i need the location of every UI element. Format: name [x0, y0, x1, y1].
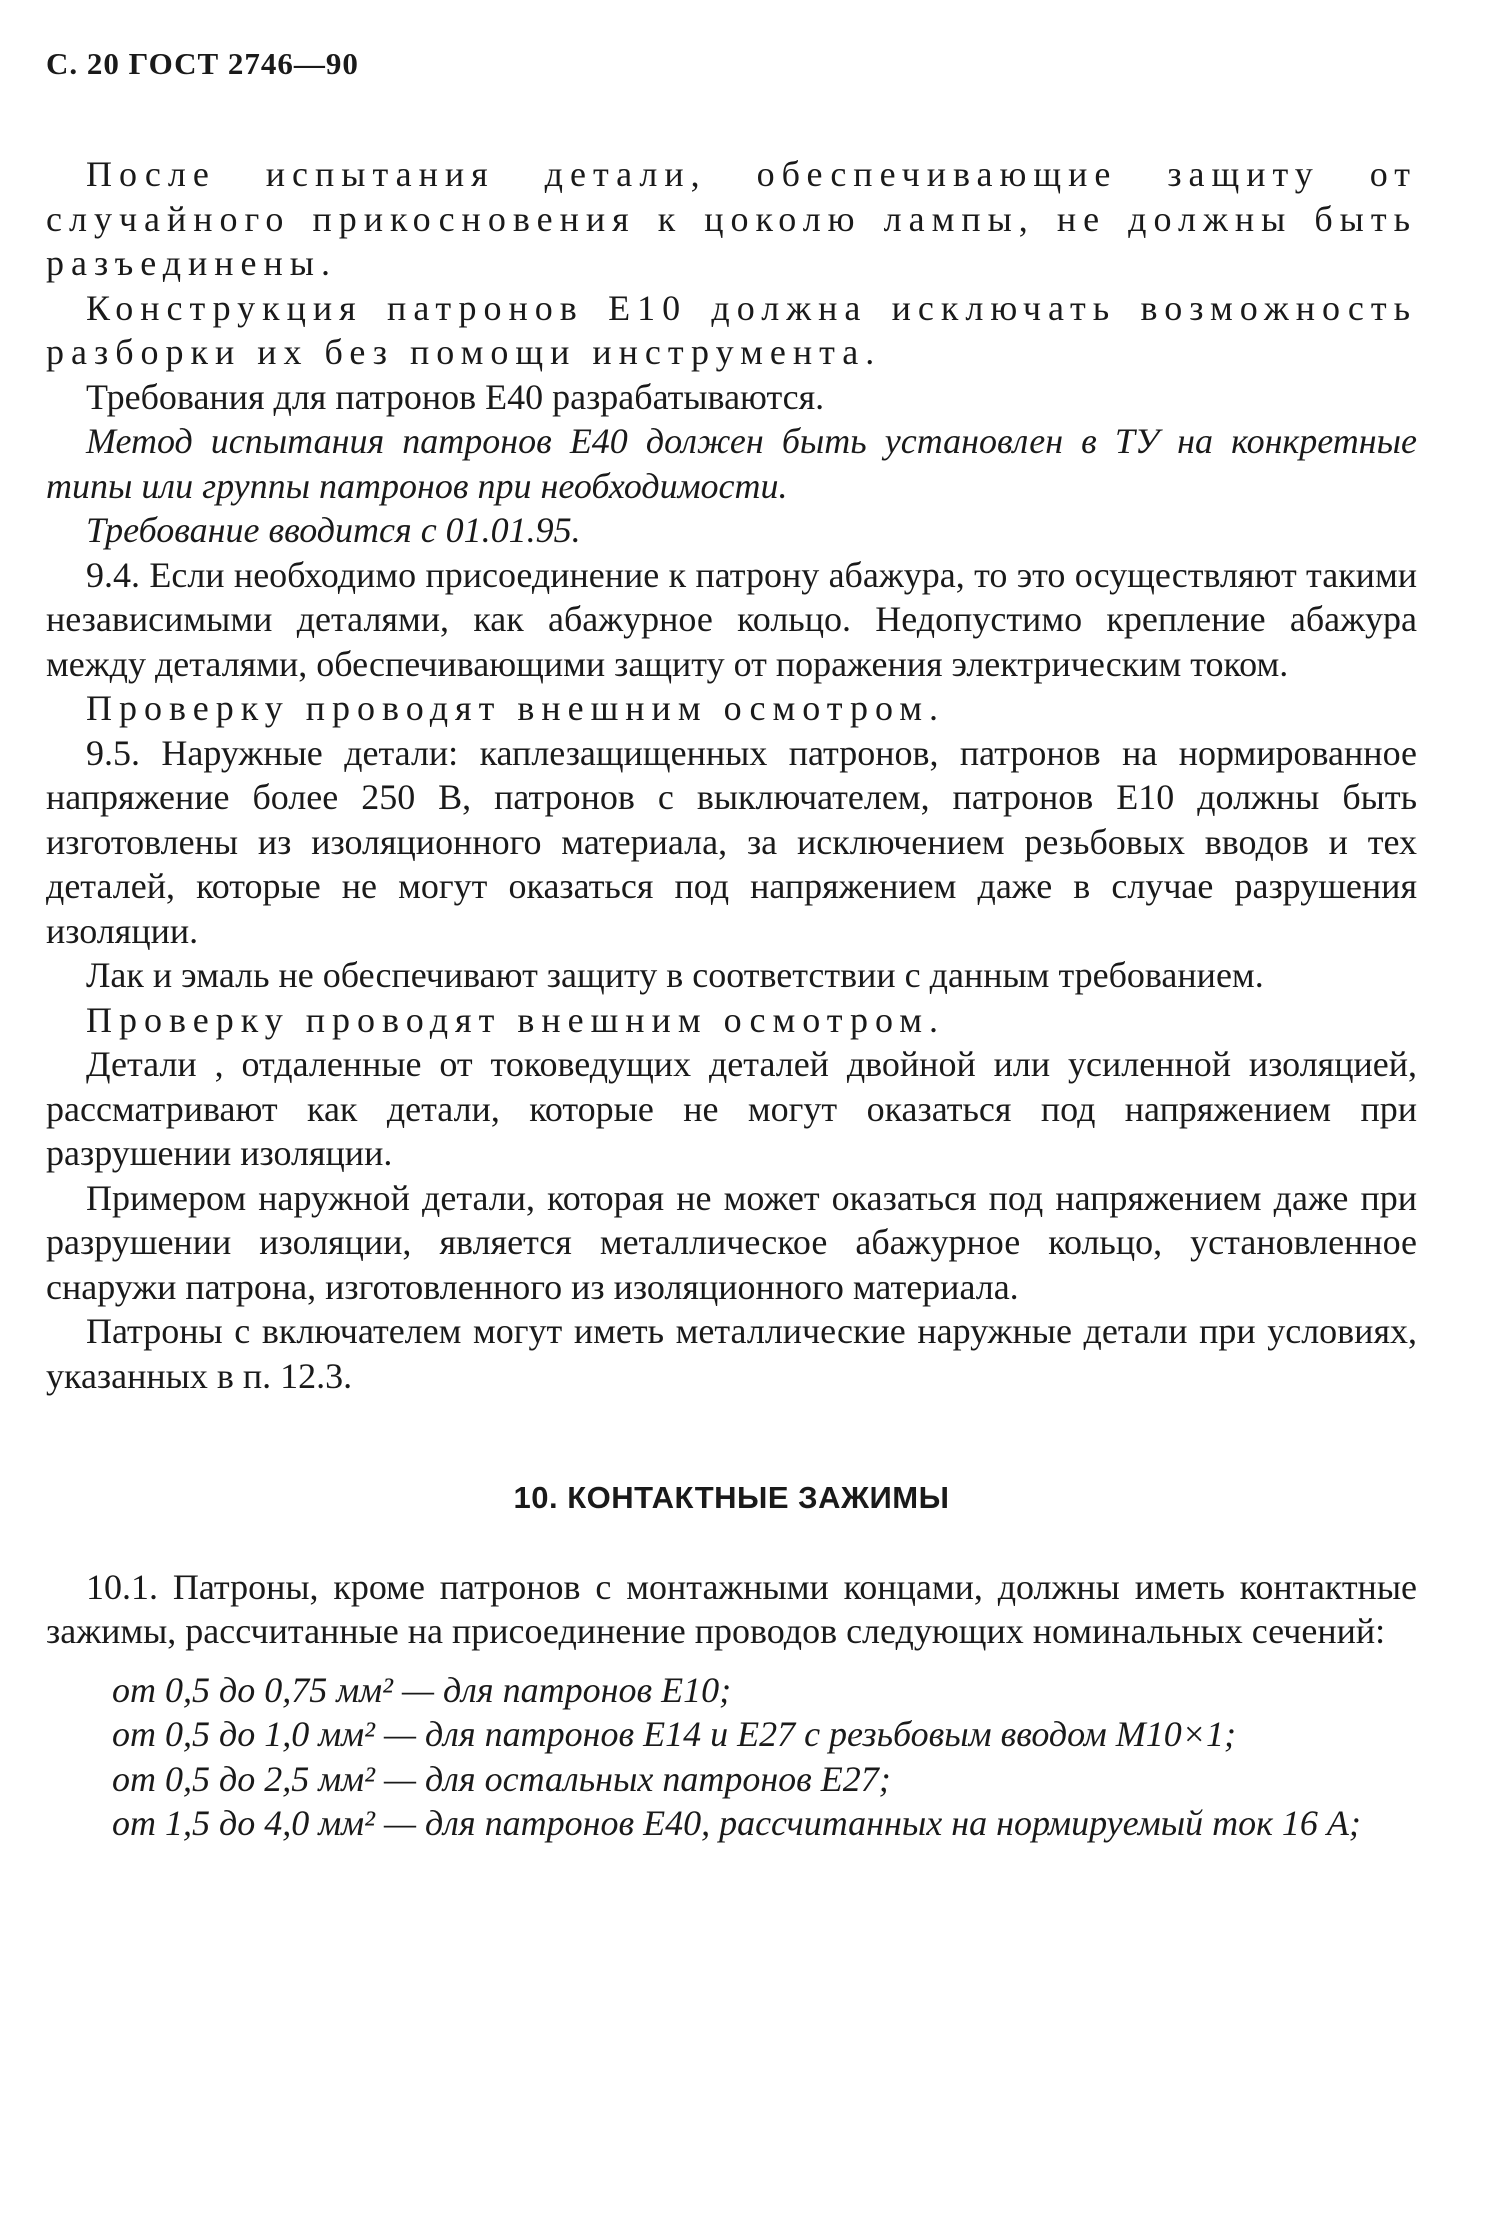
paragraph: Конструкция патронов Е10 должна исключать возможность разборки их без помощи инструмента.	[46, 287, 1417, 372]
clause-10-1: 10.1. Патроны, кроме патронов с монтажными концами, должны иметь контактные зажимы, рассчитанные на присоединение проводов следующих номинальных сечений:	[46, 1566, 1417, 1651]
paragraph: Проверку проводят внешним осмотром.	[86, 999, 946, 1040]
paragraph: Примером наружной детали, которая не может оказаться под напряжением даже при разрушении изоляции, является металлическое абажурное кольцо, установленное снаружи патрона, изготовленного из изоляционного материала.	[46, 1177, 1417, 1307]
list-item: от 1,5 до 4,0 мм² — для патронов Е40, рассчитанных на нормируемый ток 16 А;	[112, 1803, 1361, 1843]
list-item: от 0,5 до 1,0 мм² — для патронов Е14 и Е27 с резьбовым вводом М10×1;	[112, 1714, 1236, 1754]
paragraph: Детали , отдаленные от токоведущих деталей двойной или усиленной изоляцией, рассматривают как детали, которые не могут оказаться под напряжением при разрушении изоляции.	[46, 1044, 1417, 1173]
paragraph-italic: Требование вводится с 01.01.95.	[86, 510, 581, 550]
list-item: от 0,5 до 0,75 мм² — для патронов Е10;	[112, 1669, 732, 1710]
clause-9-5: 9.5. Наружные детали: каплезащищенных патронов, патронов на нормированное напряжение более 250 В, патронов с выключателем, патронов Е10 должны быть изготовлены из изоляционного материала, за исключением резьбовых вводов и тех деталей, которые не могут оказаться под напряжением даже в случае разрушения изоляции.	[46, 732, 1417, 951]
paragraph: Патроны с включателем могут иметь металлические наружные детали при условиях, указанных в п. 12.3.	[46, 1311, 1417, 1396]
clause-9-4: 9.4. Если необходимо присоединение к патрону абажура, то это осуществляют такими независимыми деталями, как абажурное кольцо. Недопустимо крепление абажура между деталями, обеспечивающими защиту от поражения электрическим током.	[46, 554, 1417, 684]
running-header: С. 20 ГОСТ 2746—90	[46, 46, 359, 81]
body-text	[46, 152, 1417, 1846]
cross-section-list	[46, 1668, 1417, 1846]
section-heading: 10. КОНТАКТНЫЕ ЗАЖИМЫ	[513, 1480, 950, 1515]
paragraph: После испытания детали, обеспечивающие защиту от случайного прикосновения к цоколю лампы, не должны быть разъединены.	[46, 154, 1417, 283]
paragraph: Лак и эмаль не обеспечивают защиту в соответствии с данным требованием.	[86, 955, 1264, 995]
list-item: от 0,5 до 2,5 мм² — для остальных патронов Е27;	[112, 1758, 891, 1799]
paragraph-italic: Метод испытания патронов Е40 должен быть установлен в ТУ на конкретные типы или группы патронов при необходимости.	[46, 421, 1417, 506]
paragraph: Проверку проводят внешним осмотром.	[86, 688, 946, 728]
paragraph: Требования для патронов Е40 разрабатываются.	[86, 376, 825, 417]
